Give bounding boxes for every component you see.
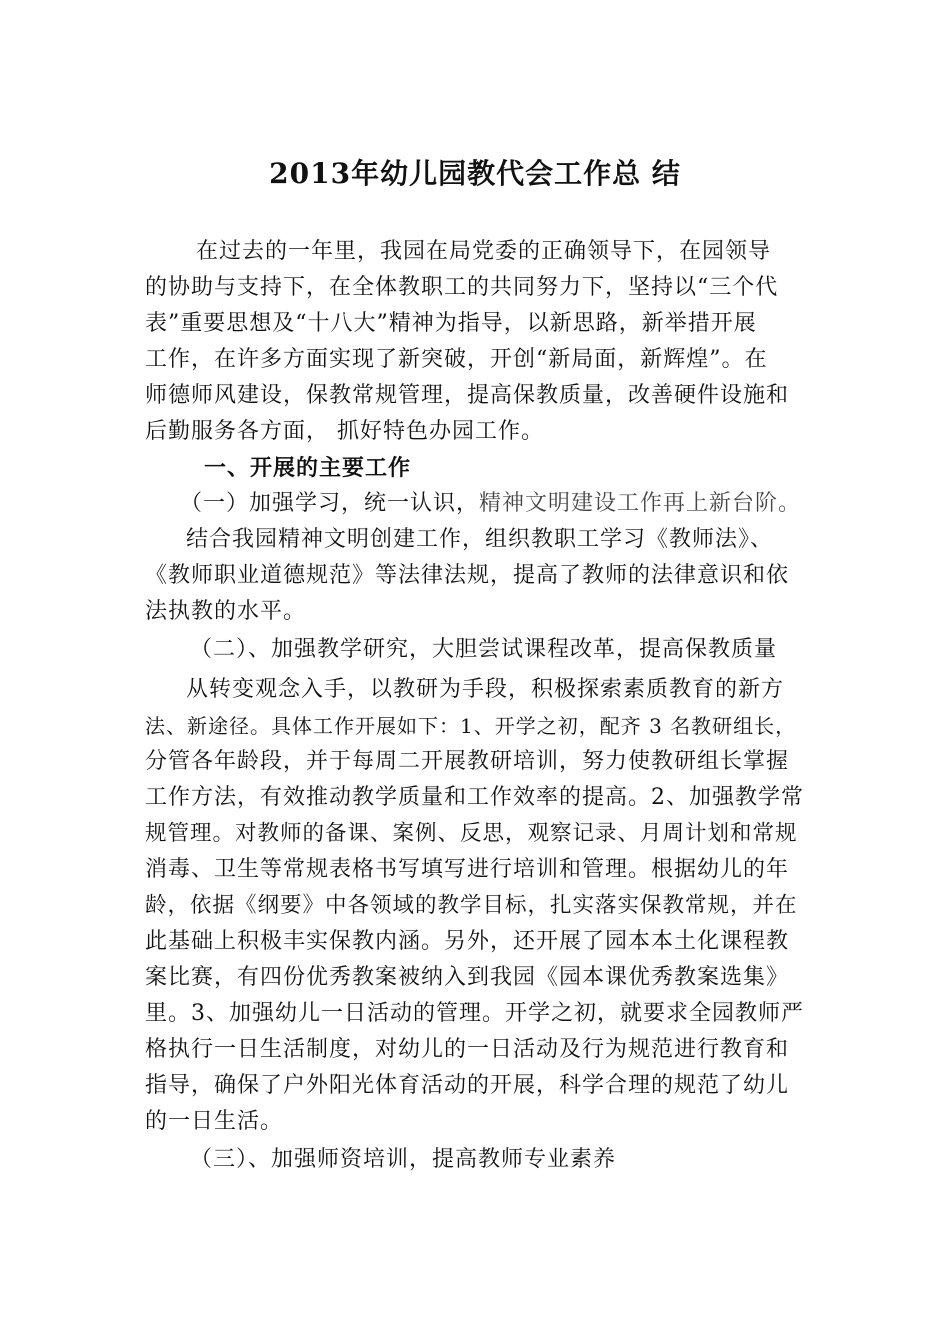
- paragraph-line: 规管理。对教师的备课、案例、反思，观察记录、月周计划和常规: [145, 821, 798, 846]
- paragraph-line: 龄，依据《纲要》中各领域的教学目标，扎实落实保教常规，并在: [145, 893, 798, 918]
- subsection-heading: （二）、加强教学研究，大胆尝试课程改革，提高保教质量: [190, 637, 778, 662]
- paragraph-line: 在过去的一年里，我园在局党委的正确领导下，在园领导: [196, 239, 772, 264]
- paragraph-line: 后勤服务各方面， 抓好特色办园工作。: [145, 419, 544, 444]
- paragraph-line: 此基础上积极丰实保教内涵。另外，还开展了园本本土化课程教: [145, 929, 790, 954]
- paragraph-line: 指导，确保了户外阳光体育活动的开展，科学合理的规范了幼儿: [145, 1073, 790, 1098]
- paragraph-line: 法执教的水平。: [145, 599, 307, 624]
- paragraph-line: 结合我园精神文明创建工作，组织教职工学习《教师法》、: [186, 527, 774, 552]
- paragraph-line: 分管各年龄段，并于每周二开展教研培训，努力使教研组长掌握: [145, 749, 790, 774]
- document-title: 2013年幼儿园教代会工作总 结: [269, 157, 681, 190]
- subsection-heading: （三）、加强师资培训，提高教师专业素养: [190, 1147, 617, 1172]
- paragraph-line: 表”重要思想及“十八大”精神为指导，以新思路，新举措开展: [145, 311, 757, 336]
- paragraph-line: 从转变观念入手，以教研为手段，积极探索素质教育的新方: [186, 677, 785, 702]
- paragraph-line: 案比赛，有四份优秀教案被纳入到我园《园本课优秀教案选集》: [145, 965, 790, 990]
- section-heading: 一、开展的主要工作: [204, 455, 412, 481]
- subsection-heading: [180, 487, 801, 521]
- paragraph-line: 的一日生活。: [145, 1109, 284, 1134]
- paragraph-line: 工作，在许多方面实现了新突破，开创“新局面，新辉煌”。在: [145, 347, 768, 372]
- paragraph-line: 里。3、加强幼儿一日活动的管理。开学之初，就要求全园教师严: [145, 1001, 804, 1026]
- paragraph-line: 工作方法，有效推动教学质量和工作效率的提高。2、加强教学常: [145, 785, 804, 810]
- subsection-heading-part: （一）加强学习，统一认识，: [180, 491, 480, 516]
- paragraph-line: 的协助与支持下，在全体教职工的共同努力下，坚持以“三个代: [145, 275, 779, 300]
- paragraph-line: 消毒、卫生等常规表格书写填写进行培训和管理。根据幼儿的年: [145, 857, 790, 882]
- subsection-heading-part: 精神文明建设工作再上新台阶。: [479, 491, 802, 516]
- paragraph-line: 《教师职业道德规范》等法律法规，提高了教师的法律意识和依: [145, 563, 790, 588]
- paragraph-line: 格执行一日生活制度，对幼儿的一日活动及行为规范进行教育和: [145, 1037, 790, 1062]
- paragraph-line: 师德师风建设，保教常规管理，提高保教质量，改善硬件设施和: [145, 383, 790, 408]
- paragraph-line: 法、新途径。具体工作开展如下：1、开学之初，配齐 3 名教研组长，: [145, 714, 797, 738]
